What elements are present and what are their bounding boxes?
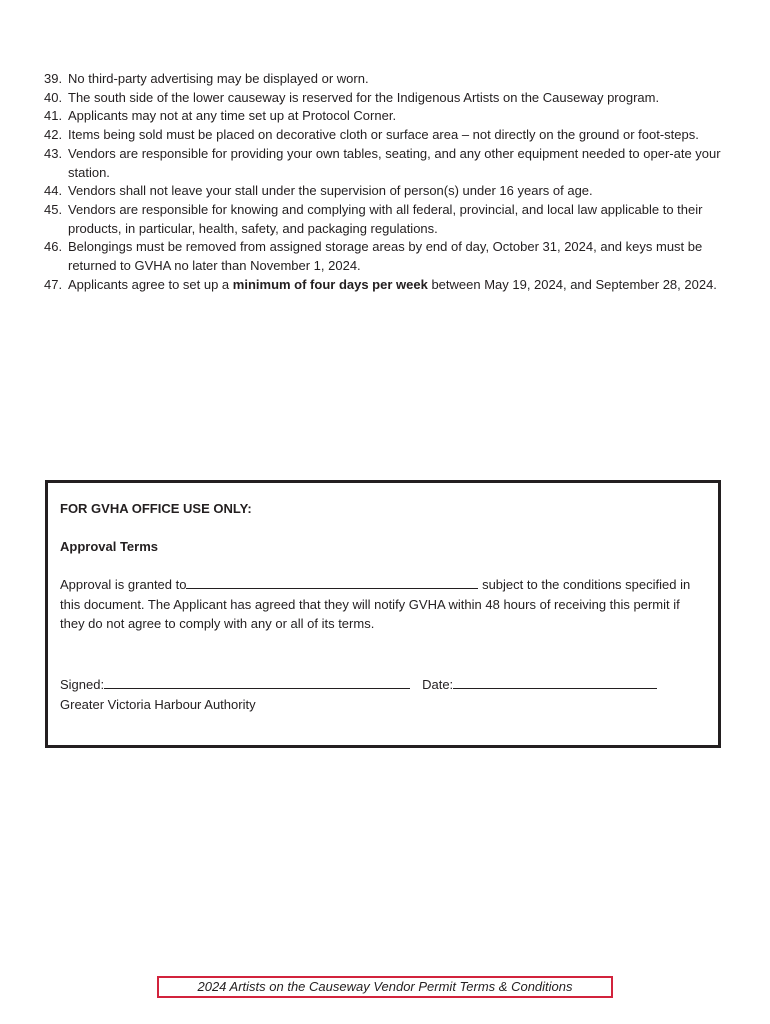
office-use-box bbox=[45, 480, 721, 748]
term-number: 41. bbox=[44, 108, 63, 124]
term-47 bbox=[44, 276, 724, 295]
term-number: 43. bbox=[44, 145, 63, 161]
term-42 bbox=[44, 126, 724, 145]
term-39 bbox=[44, 70, 724, 89]
term-text-before: Applicants agree to set up a bbox=[68, 276, 233, 292]
term-number: 46. bbox=[44, 239, 63, 255]
approval-statement bbox=[60, 574, 706, 634]
term-text: Vendors are responsible for knowing and complying with all federal, provincial, and local law applicable to their products, in particular, health, safety, and packaging regulations. bbox=[68, 201, 703, 236]
term-40 bbox=[44, 89, 724, 108]
term-43 bbox=[44, 145, 724, 182]
signature-field[interactable] bbox=[104, 674, 410, 689]
footer-title: 2024 Artists on the Causeway Vendor Permit Terms & Conditions bbox=[197, 979, 573, 994]
term-number: 42. bbox=[44, 127, 63, 143]
signature-row bbox=[60, 674, 706, 695]
footer-title-box bbox=[157, 976, 613, 998]
term-text-emphasis: minimum of four days per week bbox=[232, 276, 428, 292]
term-46 bbox=[44, 238, 724, 275]
term-45 bbox=[44, 201, 724, 238]
term-text: Applicants may not at any time set up at Protocol Corner. bbox=[68, 108, 397, 124]
date-label: Date: bbox=[422, 676, 454, 692]
approval-name-field[interactable] bbox=[186, 574, 478, 589]
approval-suffix: subject to the conditions specified in this document. The Applicant has agreed that they will notify GVHA within 48 hours of receiving this permit if they do not agree to comply with any or all of its terms. bbox=[60, 577, 691, 632]
term-text: Vendors are responsible for providing your own tables, seating, and any other equipment needed to oper-ate your station. bbox=[68, 145, 721, 180]
term-text: Vendors shall not leave your stall under the supervision of person(s) under 16 years of age. bbox=[68, 183, 593, 199]
signed-label: Signed: bbox=[60, 676, 105, 692]
term-44 bbox=[44, 182, 724, 201]
term-number: 44. bbox=[44, 183, 63, 199]
term-text: Items being sold must be placed on decorative cloth or surface area – not directly on the ground or foot-steps. bbox=[68, 127, 699, 143]
date-field[interactable] bbox=[453, 674, 657, 689]
authority-name: Greater Victoria Harbour Authority bbox=[60, 696, 256, 712]
term-text: Belongings must be removed from assigned storage areas by end of day, October 31, 2024, and keys must be returned to GVHA no later than November 1, 2024. bbox=[68, 239, 703, 274]
term-41 bbox=[44, 107, 724, 126]
term-text-after: between May 19, 2024, and September 28, 2024. bbox=[427, 276, 717, 292]
approval-prefix: Approval is granted to bbox=[60, 577, 187, 593]
office-use-heading: FOR GVHA OFFICE USE ONLY: bbox=[60, 501, 252, 516]
terms-list bbox=[44, 70, 724, 294]
approval-terms-heading: Approval Terms bbox=[60, 538, 159, 554]
term-number: 47. bbox=[44, 276, 63, 292]
term-number: 40. bbox=[44, 89, 63, 105]
term-text: No third-party advertising may be displayed or worn. bbox=[68, 71, 369, 86]
term-text: The south side of the lower causeway is reserved for the Indigenous Artists on the Causeway program. bbox=[68, 89, 660, 105]
term-number: 45. bbox=[44, 201, 63, 217]
term-number: 39. bbox=[44, 71, 63, 86]
